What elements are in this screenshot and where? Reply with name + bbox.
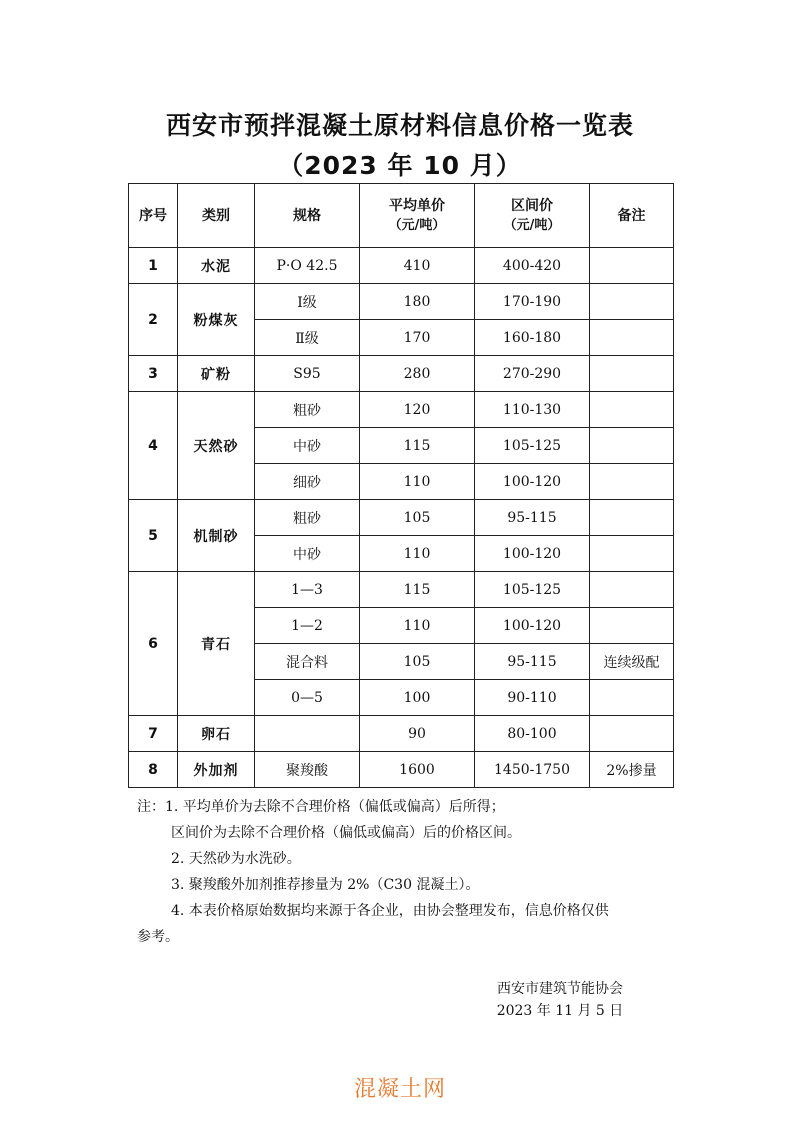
row-range-price: 100-120 [475,464,590,500]
row-avg-price: 180 [360,284,475,320]
row-category: 粉煤灰 [178,284,255,356]
row-remark: 2%掺量 [590,752,674,788]
row-category: 机制砂 [178,500,255,572]
row-seq: 2 [129,284,178,356]
row-avg-price: 105 [360,500,475,536]
note-1-line-1: 注：1. 平均单价为去除不合理价格（偏低或偏高）后所得； [137,799,505,815]
table-row [129,752,674,788]
table-row [129,248,674,284]
row-avg-price: 1600 [360,752,475,788]
header-remark: 备注 [590,184,674,248]
row-range-price: 170-190 [475,284,590,320]
row-remark [590,356,674,392]
table-row [129,284,674,320]
table-row [129,392,674,428]
header-range-price-label: 区间价 [511,197,553,214]
row-avg-price: 90 [360,716,475,752]
note-4-line-1: 4. 本表价格原始数据均来源于各企业，由协会整理发布，信息价格仅供 [171,903,609,919]
row-range-price: 80-100 [475,716,590,752]
row-spec: 粗砂 [255,500,360,536]
row-range-price: 95-115 [475,644,590,680]
row-category: 矿粉 [178,356,255,392]
row-spec: 中砂 [255,428,360,464]
row-avg-price: 115 [360,428,475,464]
header-category: 类别 [178,184,255,248]
notes-section [137,794,682,950]
row-seq: 4 [129,392,178,500]
row-remark [590,500,674,536]
note-1-line-2: 区间价为去除不合理价格（偏低或偏高）后的价格区间。 [171,825,521,841]
price-table [128,183,674,788]
row-spec: 混合料 [255,644,360,680]
header-avg-price-unit: （元/吨） [388,217,446,233]
row-range-price: 90-110 [475,680,590,716]
row-category: 外加剂 [178,752,255,788]
row-category: 卵石 [178,716,255,752]
row-avg-price: 110 [360,608,475,644]
row-spec: 细砂 [255,464,360,500]
row-range-price: 100-120 [475,608,590,644]
note-2: 2. 天然砂为水洗砂。 [171,851,301,867]
table-row [129,356,674,392]
note-4-line-2: 参考。 [137,929,179,945]
row-avg-price: 170 [360,320,475,356]
row-remark: 连续级配 [590,644,674,680]
issue-date: 2023 年 11 月 5 日 [496,1003,624,1019]
row-avg-price: 110 [360,536,475,572]
table-row [129,572,674,608]
row-seq: 1 [129,248,178,284]
row-remark [590,680,674,716]
row-range-price: 105-125 [475,572,590,608]
row-spec: 1—3 [255,572,360,608]
table-header-row [129,184,674,248]
row-remark [590,428,674,464]
table-row [129,716,674,752]
row-remark [590,320,674,356]
row-remark [590,536,674,572]
row-avg-price: 115 [360,572,475,608]
row-spec: 粗砂 [255,392,360,428]
row-seq: 5 [129,500,178,572]
note-3: 3. 聚羧酸外加剂推荐掺量为 2%（C30 混凝土）。 [171,877,480,893]
row-remark [590,572,674,608]
row-remark [590,608,674,644]
header-seq: 序号 [129,184,178,248]
row-remark [590,464,674,500]
row-range-price: 1450-1750 [475,752,590,788]
row-remark [590,716,674,752]
row-avg-price: 100 [360,680,475,716]
watermark: 混凝土网 [353,1077,446,1102]
row-range-price: 160-180 [475,320,590,356]
header-spec: 规格 [255,184,360,248]
page-title: 西安市预拌混凝土原材料信息价格一览表 [165,111,634,140]
row-spec: 聚羧酸 [255,752,360,788]
row-remark [590,284,674,320]
row-range-price: 400-420 [475,248,590,284]
row-seq: 8 [129,752,178,788]
row-spec: S95 [255,356,360,392]
row-spec: Ⅱ级 [255,320,360,356]
row-range-price: 100-120 [475,536,590,572]
row-range-price: 110-130 [475,392,590,428]
table-row [129,500,674,536]
row-avg-price: 110 [360,464,475,500]
row-seq: 6 [129,572,178,716]
row-avg-price: 120 [360,392,475,428]
row-spec: 1—2 [255,608,360,644]
header-avg-price [360,184,475,248]
row-seq: 3 [129,356,178,392]
row-remark [590,392,674,428]
page-subtitle-date: （2023 年 10 月） [278,151,522,180]
row-avg-price: 280 [360,356,475,392]
issuer-org: 西安市建筑节能协会 [497,981,623,997]
row-spec: 中砂 [255,536,360,572]
row-spec: Ⅰ级 [255,284,360,320]
row-category: 青石 [178,572,255,716]
row-range-price: 270-290 [475,356,590,392]
row-avg-price: 105 [360,644,475,680]
row-category: 天然砂 [178,392,255,500]
row-remark [590,248,674,284]
row-range-price: 95-115 [475,500,590,536]
row-avg-price: 410 [360,248,475,284]
header-avg-price-label: 平均单价 [389,197,445,214]
row-spec: P·O 42.5 [255,248,360,284]
row-spec [255,716,360,752]
row-category: 水泥 [178,248,255,284]
row-spec: 0—5 [255,680,360,716]
row-range-price: 105-125 [475,428,590,464]
header-range-price [475,184,590,248]
header-range-price-unit: （元/吨） [503,217,561,233]
issuer-block [470,978,650,1022]
row-seq: 7 [129,716,178,752]
